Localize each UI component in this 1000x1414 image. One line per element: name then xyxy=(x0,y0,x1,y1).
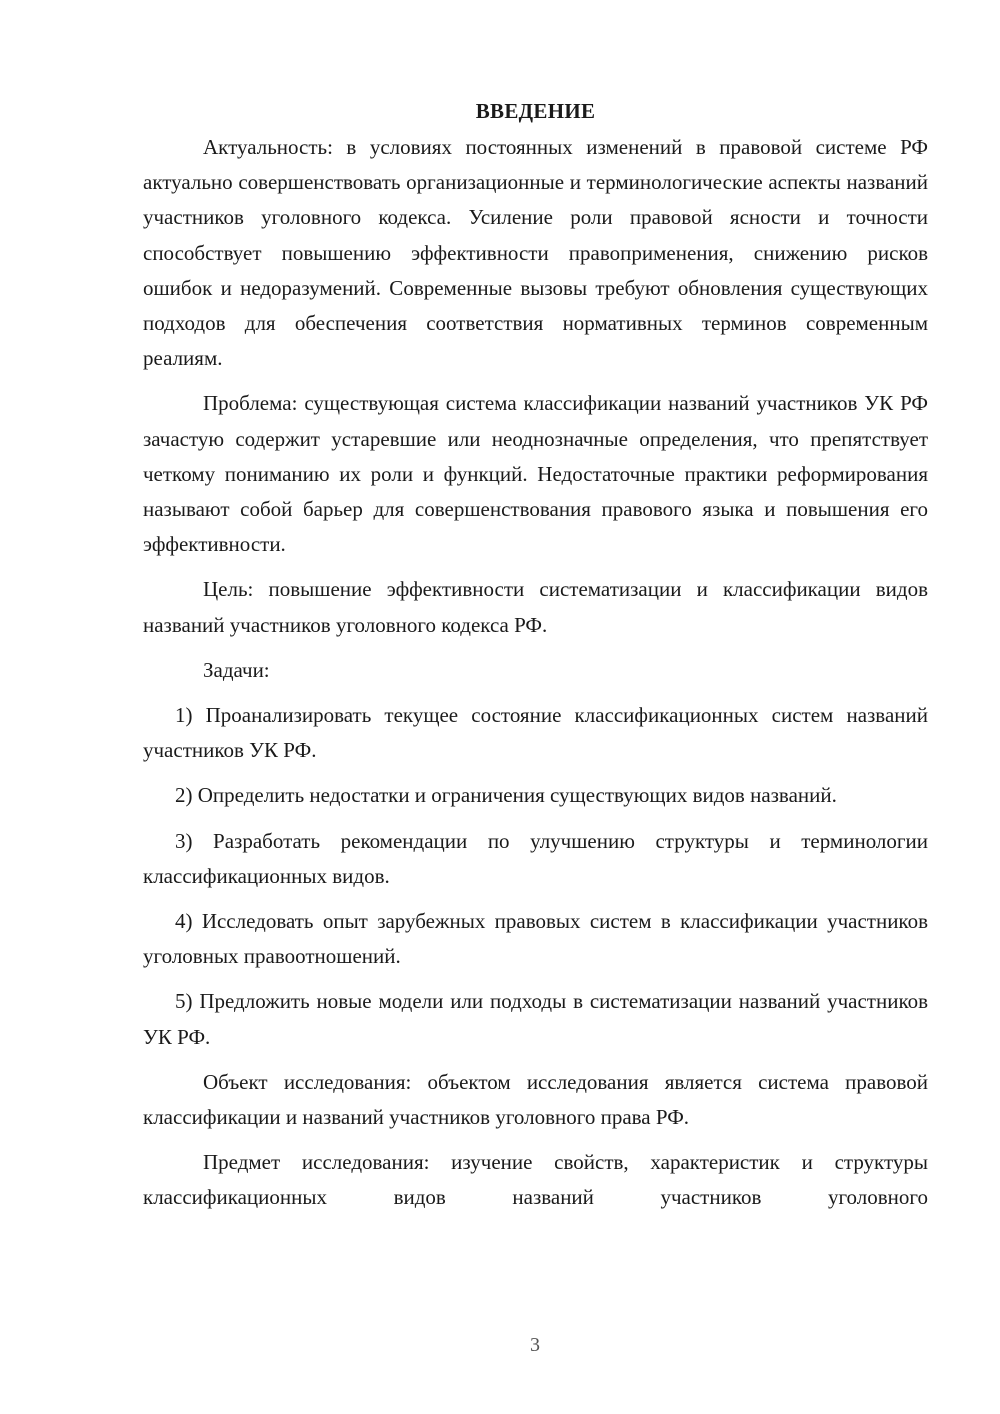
paragraph-relevance: Актуальность: в условиях постоянных изменений в правовой системе РФ актуально совершенствовать организационные и терминологические аспекты названий участников уголовного кодекса. Усиление роли правовой ясности и точности способствует повышению эффективности правоприменения, снижению рисков ошибок и недоразумений. Современные вызовы требуют обновления существующих подходов для обеспечения соответствия нормативных терминов современным реалиям. xyxy=(143,135,928,371)
task-item-1: 1) Проанализировать текущее состояние классификационных систем названий участников УК РФ. xyxy=(143,703,928,763)
paragraph-goal: Цель: повышение эффективности систематизации и классификации видов названий участников уголовного кодекса РФ. xyxy=(143,577,928,637)
task-item-2: 2) Определить недостатки и ограничения существующих видов названий. xyxy=(175,783,837,808)
paragraph-object: Объект исследования: объектом исследования является система правовой классификации и названий участников уголовного права РФ. xyxy=(143,1069,928,1130)
task-item-5: 5) Предложить новые модели или подходы в систематизации названий участников УК РФ. xyxy=(143,989,928,1049)
page-number: 3 xyxy=(530,1334,540,1356)
document-page xyxy=(143,96,928,1226)
section-heading: ВВЕДЕНИЕ xyxy=(475,99,596,123)
tasks-label: Задачи: xyxy=(203,657,270,682)
paragraph-problem: Проблема: существующая система классификации названий участников УК РФ зачастую содержит устаревшие или неоднозначные определения, что препятствует четкому пониманию их роли и функций. Недостаточные практики реформирования называют собой барьер для совершенствования правового языка и повышения его эффективности. xyxy=(143,391,928,557)
paragraph-subject: Предмет исследования: изучение свойств, характеристик и структуры классификационных видов названий участников уголовного xyxy=(143,1150,928,1210)
task-item-4: 4) Исследовать опыт зарубежных правовых систем в классификации участников уголовных правоотношений. xyxy=(143,909,928,969)
task-item-3: 3) Разработать рекомендации по улучшению структуры и терминологии классификационных видов. xyxy=(143,828,928,888)
